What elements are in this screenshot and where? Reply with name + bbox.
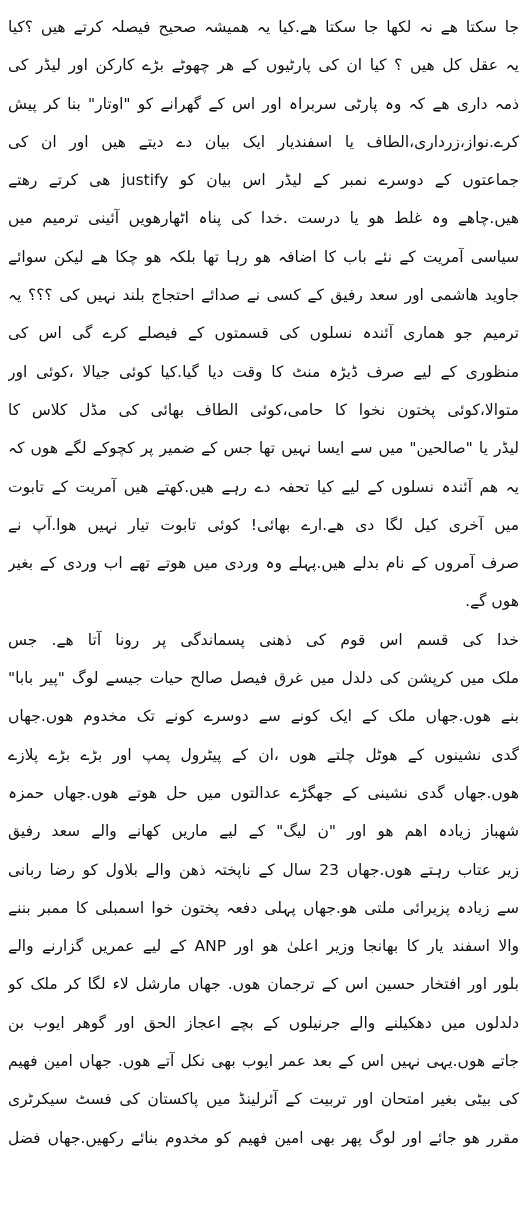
text-line: لیڈر یا "صالحین" میں سے ایسا نہیں تھا جس کے ضمیر پر کچوکے لگے ھوں کہ xyxy=(8,439,519,458)
text-line: سے زیادہ پزیرائی ملتی ھو.جھاں پہلی دفعہ پختون خوا اسمبلی کا ممبر بننے xyxy=(8,898,519,917)
text-line: یہ ھم آئندہ نسلوں کے لیے کیا تحفہ دے رہے ھیں.کھتے ھیں آمریت کے تابوت xyxy=(8,477,519,496)
text-line: ھوں.جھاں گدی نشینی کے جھگڑے عدالتوں میں حل ھوتے ھوں.جھاں حمزہ xyxy=(8,783,519,802)
text-line: زیر عتاب رہتے ھوں.جھاں 23 سال کے ناپختہ ذھن والے بلاول کو رضا ربانی xyxy=(8,860,519,879)
text-line: بنے ھوں.جھاں ملک کے ایک کونے سے دوسرے کونے تک مخدوم ھوں.جھاں xyxy=(8,707,519,726)
text-line: جماعتوں کے دوسرے نمبر کے لیڈر اس بیان کو justify ھی کرتے رھتے xyxy=(8,171,519,190)
text-line: ملک میں کرپشن کی دلدل میں غرق فیصل صالح حیات جیسے لوگ "پیر بابا" xyxy=(8,669,519,688)
text-line: بلور اور افتخار حسین اس کے ترجمان ھوں. جھاں مارشل لاء لگا کر ملک کو xyxy=(8,975,519,994)
urdu-article-text xyxy=(8,8,519,1157)
text-line: ھوں گے. xyxy=(465,592,519,611)
text-line: سیاسی آمریت کے نئے باب کا اضافہ ھو رہا تھا بلکہ ھو چکا ھے لیکن سوائے xyxy=(8,247,519,266)
text-line: خدا کی قسم اس قوم کی ذھنی پسماندگی پر رونا آتا ھے. جس xyxy=(8,630,519,649)
text-line: ذمہ داری ھے کہ وہ پارٹی سربراہ اور اس کے گھرانے کو "اوتار" بنا کر پیش xyxy=(8,94,519,113)
text-line: صرف آمروں کے نام بدلے ھیں.پہلے وہ وردی میں ھوتے تھے اب وردی کے بغیر xyxy=(8,554,519,573)
text-line: والا اسفند یار کا بھانجا وزیر اعلیٰ ھو اور ANP کے لیے عمریں گزارنے والے xyxy=(8,937,519,956)
text-line: کی بیٹی بغیر امتحان اور تربیت کے آئرلینڈ میں پاکستان کی فسٹ سیکرٹری xyxy=(8,1090,519,1109)
text-line: منظوری کے لیے صرف ڈیڑہ منٹ کا وقت دیا گیا.کیا کوئی جیالا ،کوئی اور xyxy=(8,362,519,381)
text-line: گدی نشینوں کے ھوٹل چلتے ھوں ،ان کے پیٹرول پمپ اور بڑے بڑے پلازے xyxy=(8,745,519,764)
text-line: کرے.نواز،زرداری،الطاف یا اسفندیار ایک بیان دے دیتے ھیں اور ان کی xyxy=(8,132,519,151)
text-line: مقرر ھو جائے اور لوگ پھر بھی امین فھیم کو مخدوم بنائے رکھیں.جھاں فضل xyxy=(8,1128,519,1147)
text-line: ترمیم جو ھماری آئندہ نسلوں کی قسمتوں کے فیصلے کرے گی اس کی xyxy=(8,324,519,343)
text-line: دلدلوں میں دھکیلنے والے جرنیلوں کے بچے اعجاز الحق اور گوھر ایوب بن xyxy=(8,1013,519,1032)
text-line: متوالا،کوئی پختون نخوا کا حامی،کوئی الطاف بھائی کی مڈل کلاس کا xyxy=(8,400,519,419)
text-line: ھیں.چاھے وہ غلط ھو یا درست .خدا کی پناہ اٹھارھویں آئینی ترمیم میں xyxy=(8,209,519,228)
text-line: جاتے ھوں.یہی نہیں اس کے بعد عمر ایوب بھی نکل آتے ھوں. جھاں امین فھیم xyxy=(8,1052,519,1071)
text-line: جا سکتا ھے نہ لکھا جا سکتا ھے.کیا یہ ھمیشہ صحیح فیصلہ کرتے ھیں ؟کیا xyxy=(8,18,519,36)
text-line: میں آخری کیل لگا دی ھے.ارے بھائی! کوئی تابوت تیار نہیں ھوا.آپ نے xyxy=(8,515,519,534)
text-line: شھباز زیادہ اھم ھو اور "ن لیگ" کے لیے ماریں کھانے والے سعد رفیق xyxy=(8,822,519,841)
text-line: یہ عقل کل ھیں ؟ کیا ان کی پارٹیوں کے ھر چھوٹے بڑے کارکن اور لیڈر کی xyxy=(8,56,519,75)
text-line: جاوید ھاشمی اور سعد رفیق کے کسی نے صدائے احتجاج بلند نہیں کی ؟؟؟ یہ xyxy=(8,286,519,305)
